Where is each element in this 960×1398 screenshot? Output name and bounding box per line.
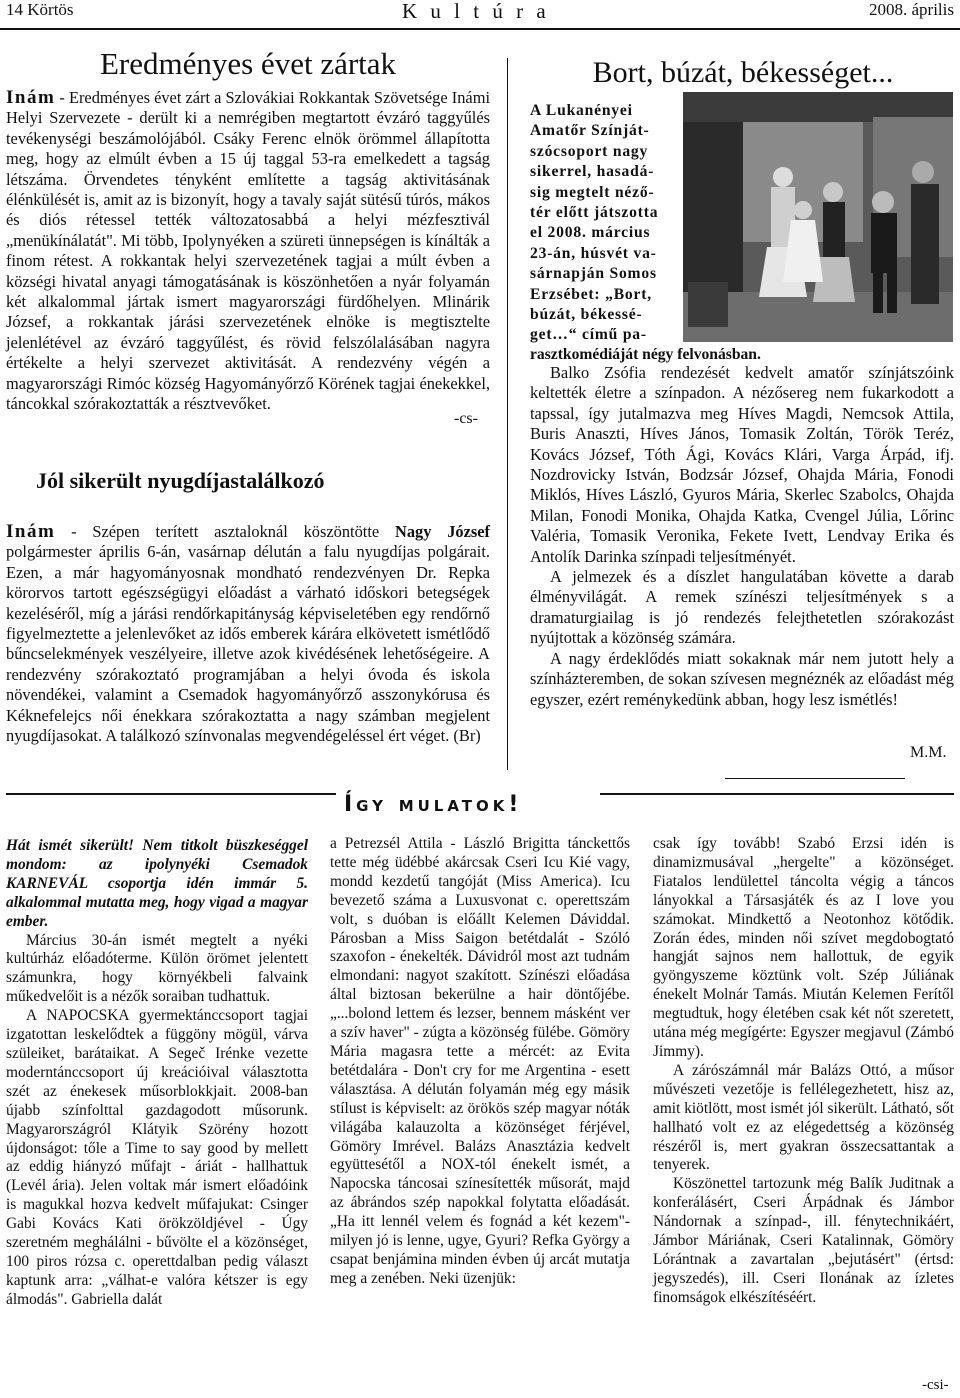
article-text: - Szépen terített asztaloknál köszöntötte <box>55 522 395 541</box>
article-column <box>6 837 308 1310</box>
section-rule-left <box>6 793 336 795</box>
article-lead: Inám <box>6 521 56 542</box>
article-body <box>6 88 490 415</box>
article-title: Jól sikerült nyugdíjastalálkozó <box>36 468 325 493</box>
article-paragraph: csak így tovább! Szabó Erzsi idén is dinamizmusával „hergelte" a közönséget. Fiatalos lendülettel táncolta végig a táncos lányokkal a Társasjáték és az I love you számokat. Mindkettő a Neotonhoz kötődik. Zorán édes, minden női szívet megdobogtató hangját sajnos nem hallottuk, de egyik gyöngyszeme köztünk volt. Szép Júliának énekelt Molnár Tamás. Miután Kelemen Ferítől megtudtuk, hogy életében csak két nőt szeretett, utána még megígérte: Egyszer megjavul (Zámbó Jimmy). <box>653 835 954 1060</box>
header-rule <box>0 28 960 30</box>
article-body <box>6 522 490 746</box>
article-lead: A Lukanényei Amatőr Színját- szócsoport nagy sikerrel, hasadá- sig megtelt néző- tér előtt játszotta el 2008. március 23-án, húsvét va- sárnapján Somos Erzsébet: „Bort, búzát, békessé- get…“ című pa- <box>530 102 659 344</box>
article-title: Eredményes évet zártak <box>99 46 397 81</box>
article-lead-end: rasztkomédiáját négy felvonásban. <box>530 346 761 363</box>
stage-scene-image <box>683 92 953 342</box>
author-signature: -cs- <box>454 410 478 427</box>
mayor-name: Nagy József <box>394 522 490 541</box>
article-end-rule <box>725 778 905 779</box>
article-paragraph: A jelmezek és a díszlet hangulatában követte a darab élményvilágát. A remek színészi teljesítmények s a dramaturgiailag is jó rendezés felejthetetlen szórakozást nyújtottak a közönség számára. <box>530 567 954 648</box>
author-signature: -csi- <box>922 1377 949 1393</box>
article-paragraph: Március 30-án ismét megtelt a nyéki kultúrház előadóterme. Külön örömet jelentett számunkra, hogy környékbeli falvaink műkedvelőit is a nézők soraiban tudhattuk. <box>6 931 308 1006</box>
article-column <box>330 835 630 1289</box>
article-paragraph: Köszönettel tartozunk még Balík Juditnak a konferálásért, Cseri Árpádnak és Jámbor Nándornak a színpad-, ill. fénytechnikáért, Jámbor Máriának, Cseri Katalinnak, Gömöry Lórántnak a zavartalan „bejutásért" (értsd: jegyszedés), ill. Cseri Ilonának az ízletes finomságok elkészítéséért. <box>653 1175 954 1306</box>
page-number: 14 Körtös <box>6 0 74 19</box>
article-body <box>530 363 954 710</box>
article-paragraph: a Petrezsél Attila - László Brigitta tánckettős tette még üdébbé akárcsak Cseri Icu Kié vagy, mondd kezdetű tangóját (Miss America). Icu bevezető száma a Luxusvonat c. operettszám volt, s duóban is előállt Kelemen Dáviddal. Párosban a Miss Saigon betétdalát - Szóló szaxofon - énekelték. Dávidról most azt tudnám elmondani: nagyot szakított. Színészi előadása által biztosan bekerülne a hair döntőjébe. „...bolond lettem és lezser, bennem másként ver a szív haver" - zúgta a közönség fülébe. Gömöry Mária magasra tette a mércét: az Evita betétdalára - Don't cry for me Argentina - esett választása. A délután folyamán még egy másik stílust is képviselt: az örökös szép magyar nóták világába kalauzolta a közönséget férjével, Gömöry Imrével. Balázs Anasztázia kedvelt együttesétől a NOX-tól énekelt ismét, a Napocska táncosai színesítették műsorát, majd az ábrándos szép napokkal folytatta előadását. „Ha itt lennél velem és fognád a két kezem"- milyen jó is lenne, ugye, Gyuri? Refka György a csapat benjámina minden évben új arcát mutatja meg a zenében. Neki üzenjük: <box>330 835 630 1287</box>
article-paragraph: A zárószámnál már Balázs Ottó, a műsor művészeti vezetője is fellélegezhetett, hisz az, amit kiötlött, most ismét jól sikerült. Látható, sőt hallható volt ez az elégedettség a közönség részéről is, mert gyakran összecsattantak a tenyerek. <box>653 1061 954 1174</box>
article-title: Így mulatok! <box>344 792 523 817</box>
article-title: Bort, búzát, békességet... <box>592 56 894 89</box>
theatre-photo <box>683 92 953 342</box>
article-paragraph: A nagy érdeklődés miatt sokaknak már nem jutott hely a színházteremben, de sokan szívesen megnéznék az előadást még egyszer, ezért reménykedünk abban, hogy lesz ismétlés! <box>530 648 954 709</box>
article-lead: Inám <box>6 87 56 108</box>
article-lead: Hát ismét sikerült! Nem titkolt büszkeséggel mondom: az ipolynyéki Csemadok KARNEVÁL csoportja idén immár 5. alkalommal mutatta meg, hogy vigad a magyar ember. <box>6 837 308 930</box>
section-title: K u l t ú r a <box>402 0 550 23</box>
section-rule-right <box>600 793 954 795</box>
article-paragraph: A NAPOCSKA gyermektánccsoport tagjai izgatottan leskelődtek a függöny mögül, várva szüleiket, barátaikat. A Segeč Irénke vezette moderntánccsoport új kreációival választotta szét az énekesek műsorblokkjait. 2008-ban újabb színfolttal gazdagodott műsorunk. Magyarországról Klátyik Szörény hozott újdonságot: tőle a Time to say good by mellett az eddig hiányzó műfajt - áriát - hallhattuk (Levél ária). Jelen voltak már ismert előadóink is magukkal hozva kedvelt műfajukat: Csinger Gabi Kovács Kati örökzöldjével - Úgy szeretném meghálálni - bűvölte el a közönséget, 100 piros rózsa c. operettdalban pedig választ kaptunk arra: „válhat-e valóra kétszer is egy álmodás". Gabriella dalát <box>6 1007 308 1308</box>
author-signature: M.M. <box>910 744 947 761</box>
article-text: - Eredményes évet zárt a Szlovákiai Rokkantak Szövetsége Inámi Helyi Szervezete - derült ki a nemrégiben megtartott évzáró taggyűlés tevékenységi beszámolójából. Csáky Ferenc elnök örömmel állapította meg, hogy az elmúlt évben a 15 új taggal 53-ra emelkedett a tagság létszáma. Örvendetes tényként említette a tagság aktivitásának élénkülését is, amit az is bizonyít, hogy a tavaly saját sütésű túrós, mákos és diós rétessel tették változatosabbá a helyi mézfesztivál „menükínálatát". Mi több, Ipolynyéken a szüreti ünnepségen is kínálták a finom rétest. A rokkantak helyi szervezetének tagjai a múlt évben a községi hivatal anyagi támogatásának is köszönhetően a nyár folyamán két alkalommal jártak ismert magyarországi fürdőhelyen. Mlinárik József, a rokkantak járási szervezetének elnöke is megtisztelte jelenlétével az évzáró taggyűlést, és rövid felszólalásában nagyra értékelte a helyi szervezet aktivitását. A rendezvény végén a magyarországi Rimóc község Hagyományőrző Körének tagjai énekekkel, táncokkal szórakoztatták a résztvevőket. <box>6 88 490 414</box>
column-divider <box>507 58 508 770</box>
article-column <box>653 835 954 1308</box>
article-paragraph: Balko Zsófia rendezését kedvelt amatőr színjátszóink keltették életre a színpadon. A nézősereg nem fukarkodott a tapssal, így jutalmazva meg Híves Magdi, Nemcsok Attila, Buris Anaszti, Híves János, Tomasik Zoltán, Török Teréz, Kovács József, Tóth Ági, Kovács Klári, Varga Árpád, ifj. Nozdrovicky István, Bodzsár József, Ohajda Mária, Fonodi Miklós, Híves László, Gyuros Mária, Skerlec Szabolcs, Ohajda Milan, Fonodi Monika, Ohajda Katka, Cvengel Júlia, Lőrinc Valéria, Tomasik Veronika, Fekete Ivett, Lendvay Erika és Antolík Darinka színpadi teljesítményét. <box>530 363 954 566</box>
article-text: polgármester április 6-án, vasárnap délután a falu nyugdíjas polgárait. Ezen, a már hagyományosnak mondható rendezvényen Dr. Repka körorvos tartott egészségügyi előadást a várható időskori betegségek kezeléséről, míg a járási rendőrkapitányság képviseletében egy rendőrnő figyelmeztette a jelenlevőket az idős emberek kárára elkövetett ismétlődő bűncselekmények veszélyeire, illetve azok kivédésének lehetőségeire. A rendezvény szórakoztató programjában a helyi óvoda és iskola növendékei, valamint a Csemadok hagyományőrző asszonykórusa és Kéknefelejcs női énekkara szórakoztatta a nagy számban megjelent nyugdíjasokat. A találkozó színvonalas megvendégeléssel ért véget. (Br) <box>6 542 490 746</box>
issue-date: 2008. április <box>869 0 954 19</box>
